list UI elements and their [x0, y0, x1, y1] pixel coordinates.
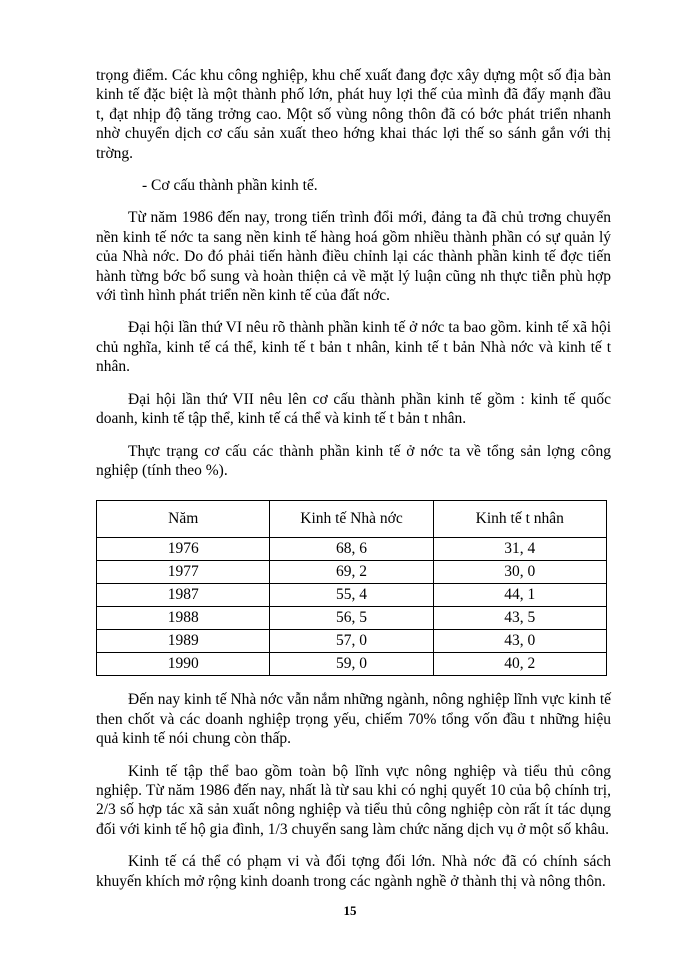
header-private-economy: Kinh tế t nhân	[433, 501, 606, 538]
private-value-cell: 44, 1	[433, 584, 606, 607]
paragraph-7: Đến nay kinh tế Nhà nớc vẫn nắm những ngành, nông nghiệp lĩnh vực kinh tế then chốt và các doanh nghiệp trọng yếu, chiếm 70% tổng vốn đầu t những hiệu quả kinh tế nói chung còn thấp.	[96, 691, 612, 748]
page-number: 15	[343, 903, 357, 918]
document-body	[96, 66, 611, 891]
private-value-cell: 30, 0	[433, 561, 606, 584]
year-cell: 1990	[97, 653, 270, 676]
state-value-cell: 56, 5	[270, 607, 433, 630]
state-value-cell: 68, 6	[270, 538, 433, 561]
paragraph-6: Thực trạng cơ cấu các thành phần kinh tế ở nớc ta về tổng sản lợng công nghiệp (tính theo %).	[96, 442, 611, 479]
section-heading: - Cơ cấu thành phần kinh tế.	[142, 177, 318, 195]
state-value-cell: 69, 2	[270, 561, 433, 584]
private-value-cell: 31, 4	[433, 538, 606, 561]
paragraph-3: Từ năm 1986 đến nay, trong tiến trình đổi mới, đảng ta đã chủ trơng chuyển nền kinh tế nớc ta sang nền kinh tế hàng hoá gồm nhiều thành phần có sự quản lý của Nhà nớc. Do đó phải tiến hành điều chỉnh lại các thành phần kinh tế đợc tiến hành từng bớc bổ sung và hoàn thiện cả về mặt lý luận cũng nh thực tiễn phù hợp với tình hình phát triển nền kinh tế của đất nớc.	[96, 209, 611, 305]
private-value-cell: 43, 0	[433, 630, 606, 653]
state-value-cell: 57, 0	[270, 630, 433, 653]
economic-structure-table	[96, 500, 607, 676]
year-cell: 1987	[97, 584, 270, 607]
table-header-row	[97, 501, 607, 538]
private-value-cell: 40, 2	[433, 653, 606, 676]
paragraph-1: trọng điểm. Các khu công nghiệp, khu chế xuất đang đợc xây dựng một số địa bàn kinh tế đặc biệt là một thành phố lớn, phát huy lợi thế của mình đã đẩy mạnh đầu t, đạt nhịp độ tăng trởng cao. Một số vùng nông thôn đã có bớc phát triển nhanh nhờ chuyển dịch cơ cấu sản xuất theo hớng khai thác lợi thế so sánh gắn với thị trờng.	[96, 67, 611, 162]
paragraph-8: Kinh tế tập thể bao gồm toàn bộ lĩnh vực nông nghiệp và tiểu thủ công nghiệp. Từ năm 1986 đến nay, nhất là từ sau khi có nghị quyết 10 của bộ chính trị, 2/3 số hợp tác xã sản xuất nông nghiệp và tiểu thủ công nghiệp còn rất ít tác dụng đối với kinh tế hộ gia đình, 1/3 chuyển sang làm chức năng dịch vụ ở một số khâu.	[96, 762, 611, 838]
paragraph-9: Kinh tế cá thể có phạm vi và đối tợng đối lớn. Nhà nớc đã có chính sách khuyến khích mở rộng kinh doanh trong các ngành nghề ở thành thị và nông thôn.	[96, 853, 611, 890]
table-row	[97, 561, 607, 584]
year-cell: 1988	[97, 607, 270, 630]
header-year: Năm	[97, 501, 270, 538]
paragraph-4: Đại hội lần thứ VI nêu rõ thành phần kinh tế ở nớc ta bao gồm. kinh tế xã hội chủ nghĩa, kinh tế cá thể, kinh tế t bản t nhân, kinh tế t bản Nhà nớc và kinh tế t nhân.	[96, 319, 611, 376]
year-cell: 1976	[97, 538, 270, 561]
table-row	[97, 607, 607, 630]
state-value-cell: 59, 0	[270, 653, 433, 676]
year-cell: 1989	[97, 630, 270, 653]
year-cell: 1977	[97, 561, 270, 584]
state-value-cell: 55, 4	[270, 584, 433, 607]
table-row	[97, 630, 607, 653]
header-state-economy: Kinh tế Nhà nớc	[270, 501, 433, 538]
table-row	[97, 584, 607, 607]
table-row	[97, 653, 607, 676]
table-row	[97, 538, 607, 561]
private-value-cell: 43, 5	[433, 607, 606, 630]
paragraph-5: Đại hội lần thứ VII nêu lên cơ cấu thành phần kinh tế gồm : kinh tế quốc doanh, kinh tế tập thể, kinh tế cá thể và kinh tế t bản t nhân.	[96, 390, 611, 428]
